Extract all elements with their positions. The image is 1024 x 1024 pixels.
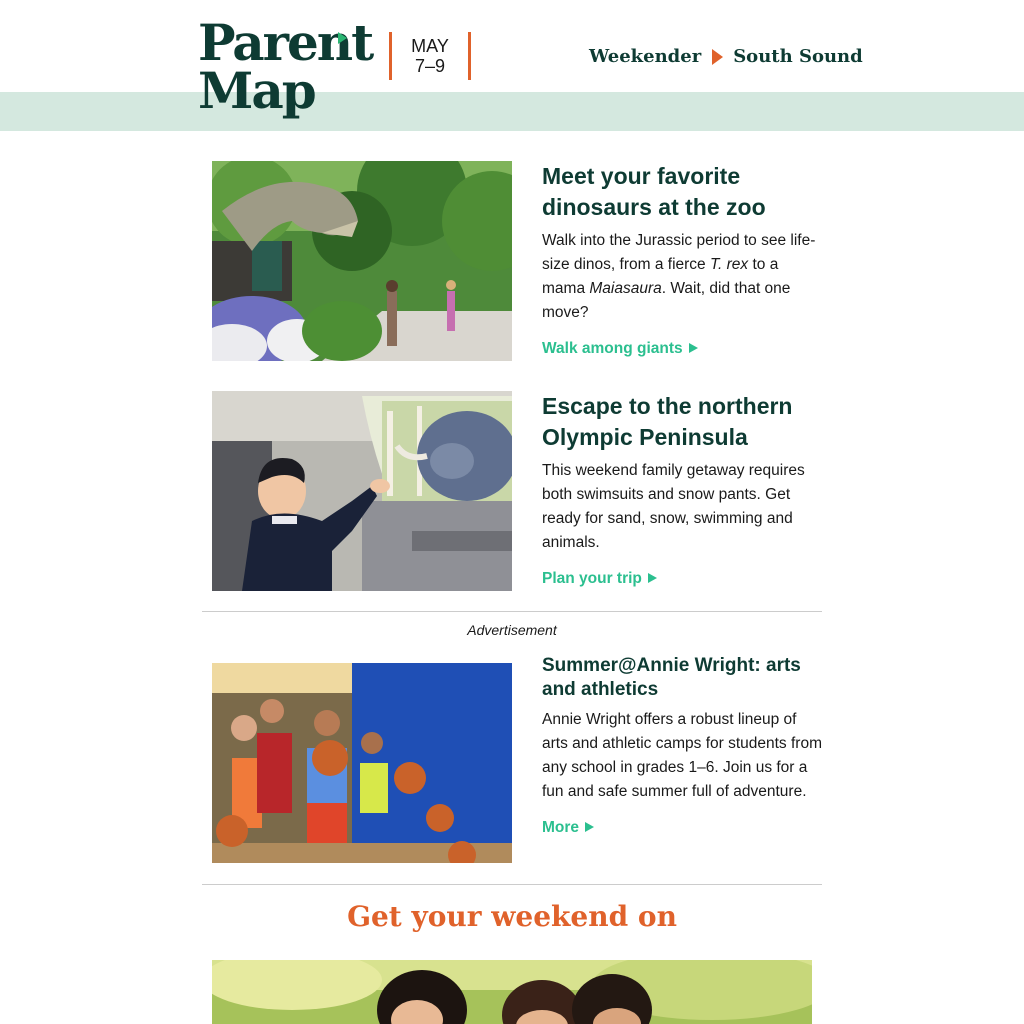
divider — [202, 611, 822, 612]
article-text — [542, 161, 824, 359]
ad-annie-wright — [212, 654, 824, 863]
plan-your-trip-link[interactable]: Plan your trip — [542, 569, 657, 589]
issue-month: MAY — [411, 36, 449, 56]
logo-word-map: Map — [198, 61, 315, 120]
more-link[interactable]: More — [542, 818, 594, 838]
article-title[interactable]: Escape to the northern Olympic Peninsula — [542, 393, 793, 450]
header-band — [0, 92, 1024, 131]
play-arrow-icon — [648, 573, 657, 583]
advertisement-label: Advertisement — [467, 622, 557, 638]
issue-date — [389, 32, 471, 80]
logo-word-parent: Parent — [198, 13, 373, 72]
article-text — [542, 391, 824, 589]
article-summary: This weekend family getaway requires both swimsuits and snow pants. Get ready for sand, snow, swimming and animals. — [542, 462, 805, 551]
article-olympic-peninsula — [212, 391, 824, 591]
article-summary: Walk into the Jurassic period to see life-size dinos, from a fierce T. rex to a mama Maiasaura. Wait, did that one move? — [542, 232, 816, 321]
issue-days: 7–9 — [414, 56, 446, 76]
section-heading-weekend: Get your weekend on — [347, 900, 677, 933]
play-arrow-icon — [689, 343, 698, 353]
boy-bison-photo-icon — [212, 391, 512, 591]
play-arrow-icon — [712, 49, 723, 65]
edition-weekender: Weekender — [589, 46, 702, 67]
ad-text — [542, 654, 824, 838]
logo-play-icon — [338, 32, 347, 44]
article-dinosaurs — [212, 161, 824, 361]
family-outdoors-photo-icon — [212, 960, 812, 1024]
weekend-hero-image[interactable] — [212, 960, 812, 1024]
edition-region: South Sound — [733, 46, 863, 67]
divider — [202, 884, 822, 885]
kids-basketball-photo-icon — [212, 663, 512, 863]
walk-among-giants-link[interactable]: Walk among giants — [542, 339, 698, 359]
article-image-olympic[interactable] — [212, 391, 512, 591]
parentmap-logo[interactable] — [198, 13, 373, 120]
article-title[interactable]: Meet your favorite dinosaurs at the zoo — [542, 163, 766, 220]
edition-label — [589, 44, 863, 70]
ad-title[interactable]: Summer@Annie Wright: arts and athletics — [542, 655, 801, 700]
dinosaur-zoo-photo-icon — [212, 161, 512, 361]
ad-image-basketball[interactable] — [212, 663, 512, 863]
ad-summary: Annie Wright offers a robust lineup of arts and athletic camps for students from any school in grades 1–6. Join us for a fun and safe summer full of adventure. — [542, 711, 822, 800]
article-image-dinosaurs[interactable] — [212, 161, 512, 361]
play-arrow-icon — [585, 822, 594, 832]
